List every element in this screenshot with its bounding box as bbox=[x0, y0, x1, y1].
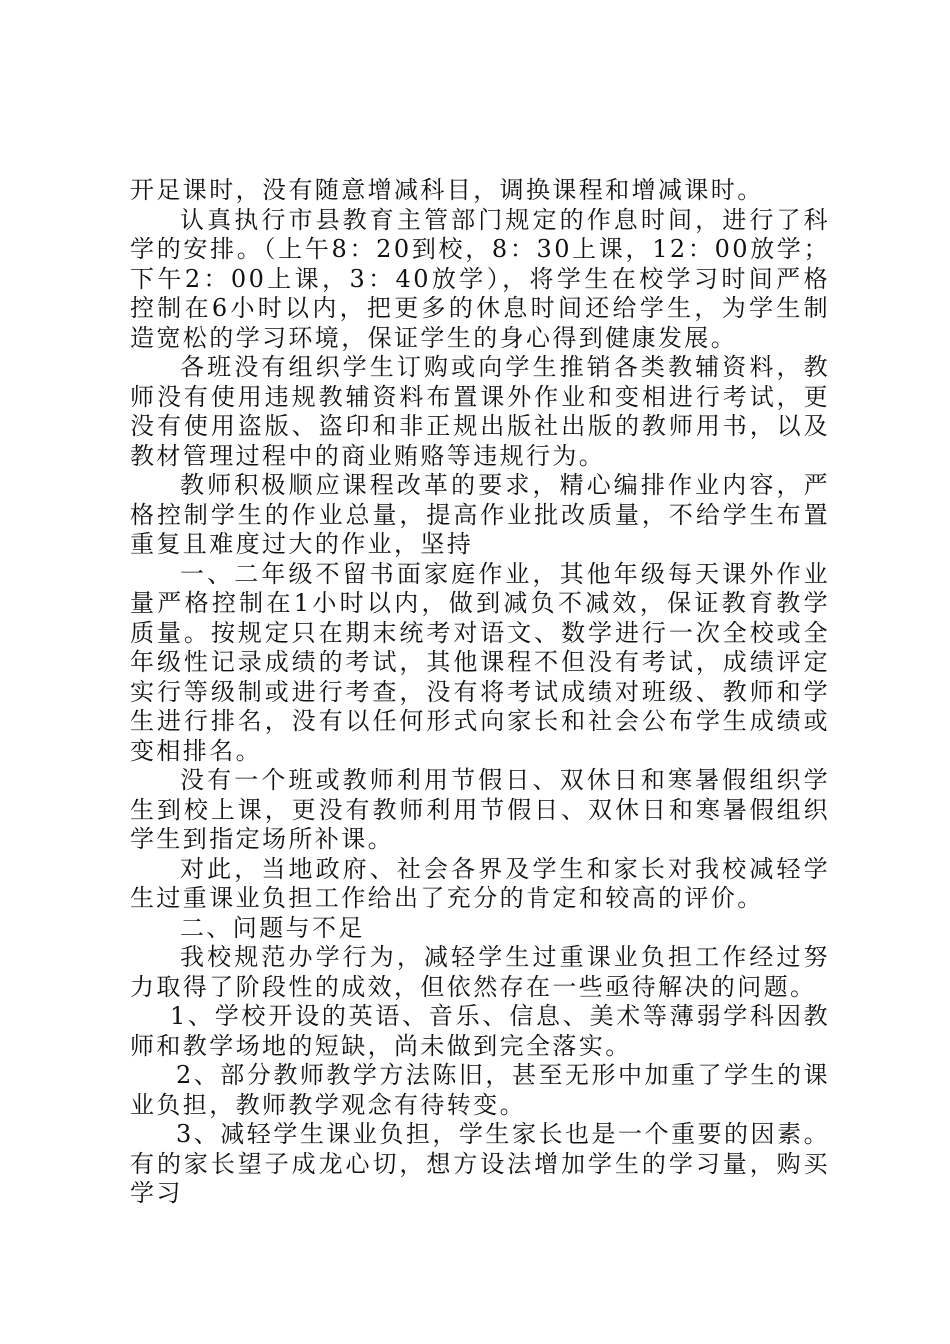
paragraph-4: 教师积极顺应课程改革的要求，精心编排作业内容，严格控制学生的作业总量，提高作业批改质量，不给学生布置重复且难度过大的作业，坚持 bbox=[130, 471, 830, 558]
paragraph-9: 我校规范办学行为，减轻学生过重课业负担工作经过努力取得了阶段性的成效，但依然存在一些亟待解决的问题。 bbox=[130, 943, 830, 1001]
paragraph-1: 开足课时，没有随意增减科目，调换课程和增减课时。 bbox=[130, 176, 764, 204]
document-body bbox=[130, 176, 830, 1209]
paragraph-6: 没有一个班或教师利用节假日、双休日和寒暑假组织学生到校上课，更没有教师利用节假日、双休日和寒暑假组织学生到指定场所补课。 bbox=[130, 766, 830, 853]
list-item-3: 3、减轻学生课业负担，学生家长也是一个重要的因素。有的家长望子成龙心切，想方设法增加学生的学习量，购买学习 bbox=[130, 1120, 830, 1207]
list-item-2: 2、部分教师教学方法陈旧，甚至无形中加重了学生的课业负担，教师教学观念有待转变。 bbox=[130, 1061, 830, 1119]
paragraph-5: 一、二年级不留书面家庭作业，其他年级每天课外作业量严格控制在1小时以内，做到减负不减效，保证教育教学质量。按规定只在期末统考对语文、数学进行一次全校或全年级性记录成绩的考试，其他课程不但没有考试，成绩评定实行等级制或进行考查，没有将考试成绩对班级、教师和学生进行排名，没有以任何形式向家长和社会公布学生成绩或变相排名。 bbox=[130, 559, 830, 765]
section-heading-problems: 二、问题与不足 bbox=[180, 913, 365, 942]
paragraph-2: 认真执行市县教育主管部门规定的作息时间，进行了科学的安排。（上午8：20到校，8：30上课，12：00放学；下午2：00上课，3：40放学），将学生在校学习时间严格控制在6小时以内，把更多的休息时间还给学生，为学生制造宽松的学习环境，保证学生的身心得到健康发展。 bbox=[130, 205, 830, 352]
paragraph-7: 对此，当地政府、社会各界及学生和家长对我校减轻学生过重课业负担工作给出了充分的肯定和较高的评价。 bbox=[130, 854, 830, 912]
list-item-1: 1、学校开设的英语、音乐、信息、美术等薄弱学科因教师和教学场地的短缺，尚未做到完全落实。 bbox=[130, 1002, 830, 1060]
paragraph-3: 各班没有组织学生订购或向学生推销各类教辅资料，教师没有使用违规教辅资料布置课外作业和变相进行考试，更没有使用盗版、盗印和非正规出版社出版的教师用书，以及教材管理过程中的商业贿赂等违规行为。 bbox=[130, 353, 830, 470]
